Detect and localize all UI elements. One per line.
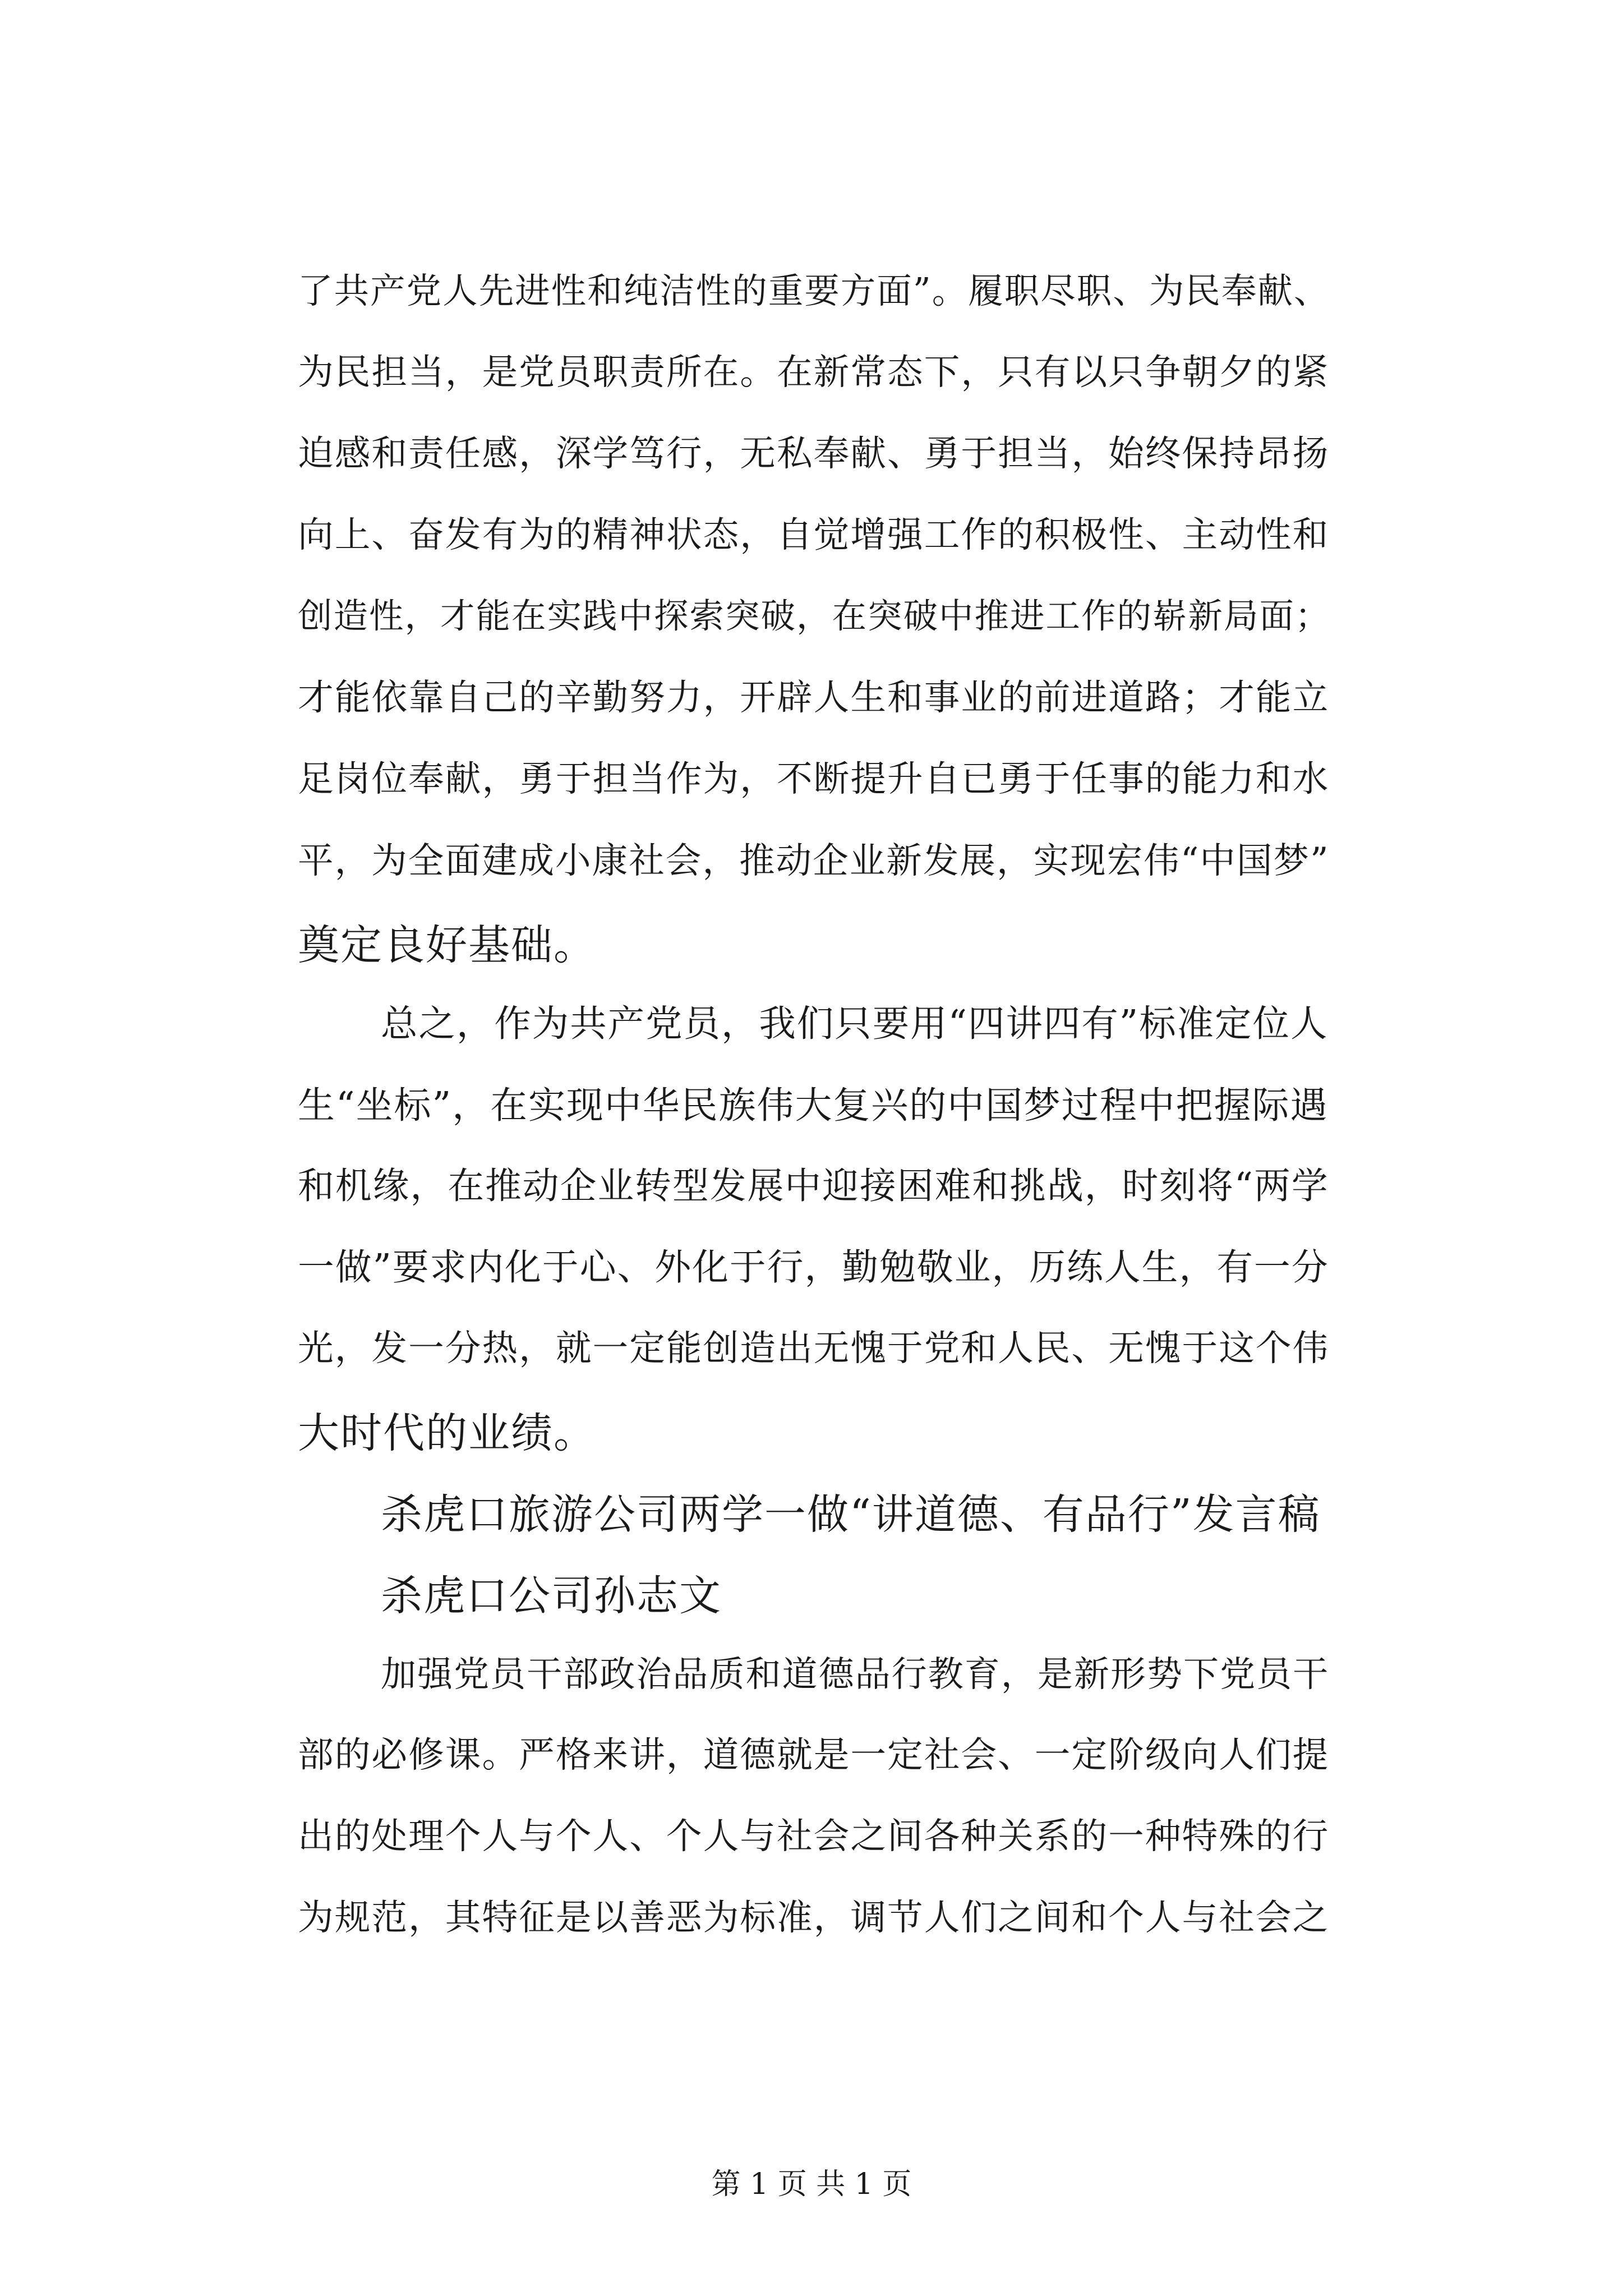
paragraph-start-line: 总之，作为共产党员，我们只要用“四讲四有”标准定位人 bbox=[381, 1002, 1329, 1045]
text-line: 向上、奋发有为的精神状态，自觉增强工作的积极性、主动性和 bbox=[298, 514, 1330, 556]
paragraph-start-line: 加强党员干部政治品质和道德品行教育，是新形势下党员干 bbox=[381, 1653, 1330, 1695]
text-line: 足岗位奉献，勇于担当作为，不断提升自已勇于任事的能力和水 bbox=[298, 758, 1330, 800]
text-line: 为民担当，是党员职责所在。在新常态下，只有以只争朝夕的紧 bbox=[298, 352, 1330, 393]
text-line: 光，发一分热，就一定能创造出无愧于党和人民、无愧于这个伟 bbox=[298, 1328, 1330, 1369]
text-line: 大时代的业绩。 bbox=[298, 1409, 596, 1457]
text-line: 和机缘，在推动企业转型发展中迎接困难和挑战，时刻将“两学 bbox=[298, 1165, 1329, 1207]
text-line: 了共产党人先进性和纯洁性的重要方面”。履职尽职、为民奉献、 bbox=[298, 270, 1330, 311]
text-line: 为规范，其特征是以善恶为标准，调节人们之间和个人与社会之 bbox=[298, 1897, 1330, 1939]
text-line: 出的处理个人与个人、个人与社会之间各种关系的一种特殊的行 bbox=[298, 1816, 1330, 1857]
text-line: 奠定良好基础。 bbox=[298, 921, 596, 969]
text-line: 部的必修课。严格来讲，道德就是一定社会、一定阶级向人们提 bbox=[298, 1734, 1330, 1776]
text-line: 生“坐标”，在实现中华民族伟大复兴的中国梦过程中把握际遇 bbox=[298, 1084, 1329, 1127]
text-line: 创造性，才能在实践中探索突破，在突破中推进工作的崭新局面； bbox=[298, 596, 1331, 636]
text-line: 平，为全面建成小康社会，推动企业新发展，实现宏伟“中国梦” bbox=[298, 840, 1330, 881]
section-title: 杀虎口旅游公司两学一做“讲道德、有品行”发言稿 bbox=[381, 1490, 1321, 1539]
text-line: 才能依靠自己的辛勤努力，开辟人生和事业的前进道路；才能立 bbox=[298, 677, 1330, 719]
text-line: 一做”要求内化于心、外化于行，勤勉敬业，历练人生，有一分 bbox=[298, 1246, 1329, 1289]
text-line: 迫感和责任感，深学笃行，无私奉献、勇于担当，始终保持昂扬 bbox=[298, 433, 1330, 475]
page-footer: 第 1 页 共 1 页 bbox=[711, 2168, 912, 2201]
author-line: 杀虎口公司孙志文 bbox=[381, 1572, 722, 1620]
